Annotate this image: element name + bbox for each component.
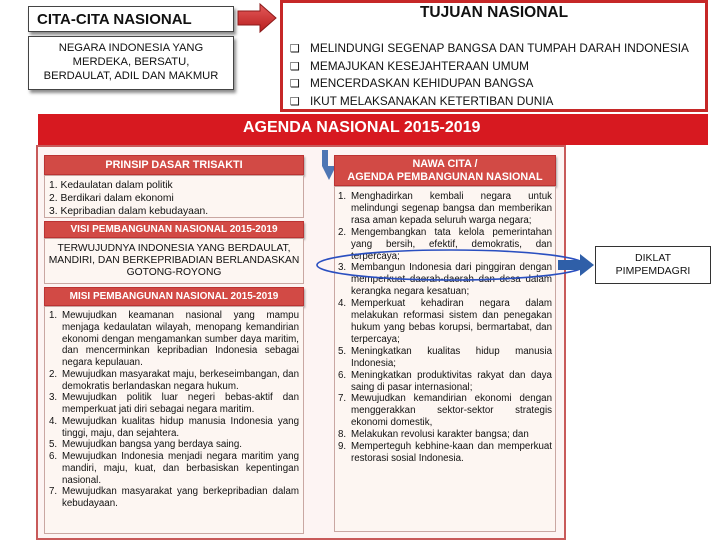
- list-item: 9. Memperteguh kebhine-kaan dan memperkuat restorasi sosial Indonesia.: [338, 441, 552, 464]
- cita-cita-body: [28, 36, 234, 90]
- list-item: 1. Menghadirkan kembali negara untuk melindungi segenap bangsa dan memberikan rasa aman kepada seluruh warga negara;: [338, 191, 552, 226]
- list-item: 2. Berdikari dalam ekonomi: [49, 193, 174, 204]
- checkbox-bullet-icon: ❑: [290, 94, 300, 108]
- list-item: 3. Membangun Indonesia dari pinggiran dengan memperkuat daerah-daerah dan desa dalam kerangka negara kesatuan;: [338, 262, 552, 298]
- misi-header: MISI PEMBANGUNAN NASIONAL 2015-2019: [44, 287, 304, 306]
- list-item: 1. Mewujudkan keamanan nasional yang mampu menjaga kedaulatan wilayah, menopang kemandirian ekonomi dengan mengamankan sumber daya maritim, dan mencerminkan kepribadian Indonesia sebagai negara kepulauan.: [49, 310, 299, 368]
- checkbox-bullet-icon: ❑: [290, 77, 300, 90]
- right-arrow-icon: [556, 252, 596, 278]
- checkbox-bullet-icon: ❑: [290, 42, 300, 55]
- list-item: 2. Mengembangkan tata kelola pemerintahan yang bersih, efektif, demokratis, dan terpercaya;: [338, 226, 552, 262]
- visi-panel: [44, 238, 304, 284]
- list-item: ❑ IKUT MELAKSANAKAN KETERTIBAN DUNIA: [290, 93, 710, 111]
- visi-line: GOTONG-ROYONG: [126, 267, 222, 278]
- list-item: 8. Melakukan revolusi karakter bangsa; dan: [338, 429, 529, 441]
- nawa-cita-header: NAWA CITA / AGENDA PEMBANGUNAN NASIONAL: [334, 155, 556, 186]
- list-item: ❑ MELINDUNGI SEGENAP BANGSA DAN TUMPAH DARAH INDONESIA: [290, 40, 710, 58]
- visi-line: MANDIRI, DAN BERKEPRIBADIAN BERLANDASKAN: [48, 255, 300, 266]
- visi-header: VISI PEMBANGUNAN NASIONAL 2015-2019: [44, 221, 304, 238]
- nawa-cita-panel: [334, 186, 556, 532]
- right-arrow-icon: [236, 2, 278, 34]
- list-item: 3. Mewujudkan politik luar negeri bebas-aktif dan memperkuat jati diri sebagai negara maritim.: [49, 392, 299, 415]
- tujuan-nasional-list: [290, 40, 710, 110]
- tujuan-nasional-title: TUJUAN NASIONAL: [419, 4, 569, 21]
- list-item: 1. Kedaulatan dalam politik: [49, 180, 173, 191]
- highlight-oval: [315, 248, 587, 282]
- list-item: 7. Mewujudkan masyarakat yang berkepribadian dalam kebudayaan.: [49, 486, 299, 509]
- list-item: ❑ MEMAJUKAN KESEJAHTERAAN UMUM: [290, 58, 710, 76]
- list-item: 3. Kepribadian dalam kebudayaan.: [49, 206, 209, 217]
- list-item: 4. Mewujudkan kualitas hidup manusia Indonesia yang tinggi, maju, dan sejahtera.: [49, 415, 299, 439]
- checkbox-bullet-icon: ❑: [290, 59, 300, 73]
- list-item: 7. Mewujudkan kemandirian ekonomi dengan menggerakkan sektor-sektor strategis ekonomi domestik,: [338, 393, 552, 429]
- list-item: 4. Memperkuat kehadiran negara dalam melakukan reformasi sistem dan penegakan hukum yang bebas korupsi, bermartabat, dan terpercaya;: [338, 298, 552, 345]
- cita-cita-title: CITA-CITA NASIONAL: [28, 6, 234, 32]
- misi-panel: [44, 306, 304, 534]
- diklat-box: DIKLAT PIMPEMDAGRI: [595, 246, 711, 284]
- list-item: 2. Mewujudkan masyarakat maju, berkeseimbangan, dan demokratis berlandaskan negara hukum.: [49, 368, 299, 392]
- cita-line: BERDAULAT, ADIL DAN MAKMUR: [43, 70, 219, 82]
- trisakti-header: PRINSIP DASAR TRISAKTI: [44, 155, 304, 175]
- list-item: ❑ MENCERDASKAN KEHIDUPAN BANGSA: [290, 75, 710, 93]
- agenda-nasional-banner: AGENDA NASIONAL 2015-2019: [38, 114, 708, 145]
- cita-line: NEGARA INDONESIA YANG: [58, 42, 204, 54]
- list-item: 6. Meningkatkan produktivitas rakyat dan daya saing di pasar internasional;: [338, 369, 552, 393]
- visi-line: TERWUJUDNYA INDONESIA YANG BERDAULAT,: [57, 243, 291, 254]
- trisakti-panel: [44, 175, 304, 218]
- list-item: 6. Mewujudkan Indonesia menjadi negara maritim yang mandiri, maju, kuat, dan berbasiskan kepentingan nasional.: [49, 451, 299, 486]
- list-item: 5. Meningkatkan kualitas hidup manusia Indonesia;: [338, 345, 552, 369]
- cita-line: MERDEKA, BERSATU,: [72, 56, 190, 68]
- list-item: 5. Mewujudkan bangsa yang berdaya saing.: [49, 439, 242, 451]
